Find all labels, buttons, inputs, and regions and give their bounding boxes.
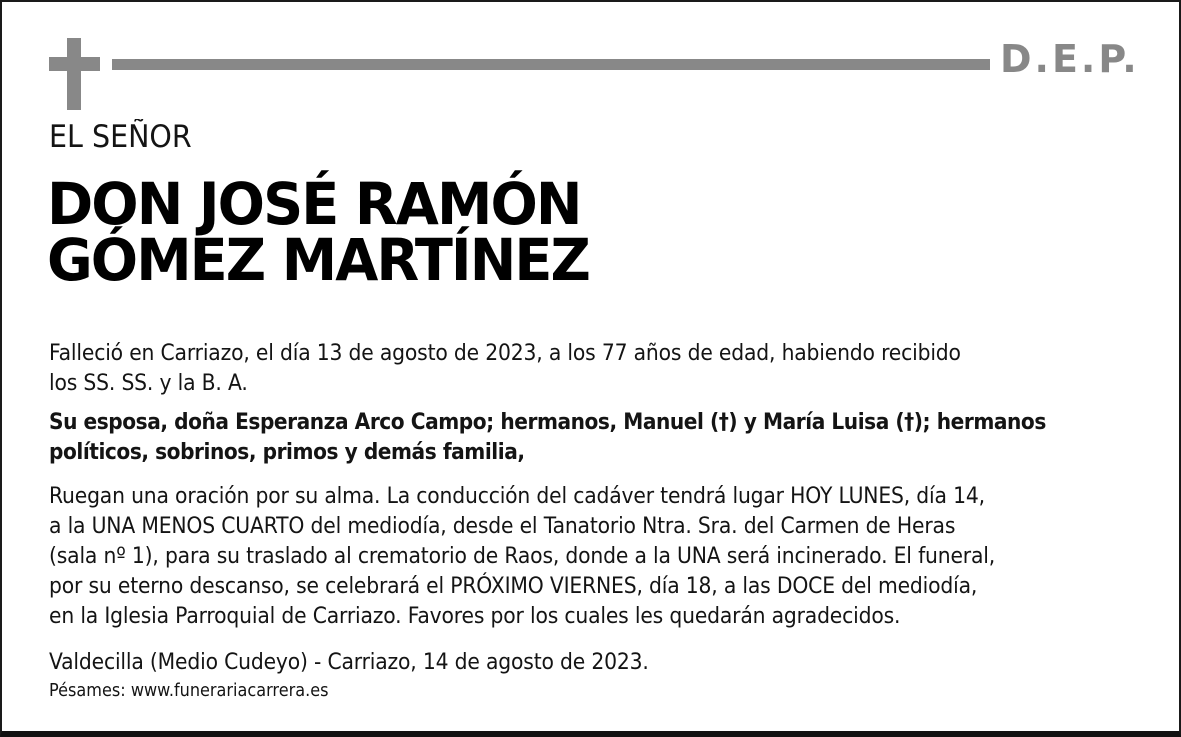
deceased-name-line-2: GÓMEZ MARTÍNEZ xyxy=(47,226,589,294)
text-line: políticos, sobrinos, primos y demás familia, xyxy=(49,439,525,465)
deceased-name-line-1: DON JOSÉ RAMÓN xyxy=(47,170,581,238)
text-line: por su eterno descanso, se celebrará el PRÓXIMO VIERNES, día 18, a las DOCE del mediodía, xyxy=(49,573,978,599)
cross-icon-bar xyxy=(49,57,100,71)
family-paragraph xyxy=(49,407,1129,467)
dep-label: D.E.P. xyxy=(1000,37,1140,81)
text-line: en la Iglesia Parroquial de Carriazo. Favores por los cuales les quedarán agradecidos. xyxy=(49,603,901,629)
text-line: (sala nº 1), para su traslado al crematorio de Raos, donde a la UNA será incinerado. El funeral, xyxy=(49,543,996,569)
cross-icon xyxy=(67,38,81,110)
text-line: Valdecilla (Medio Cudeyo) - Carriazo, 14 de agosto de 2023. xyxy=(49,649,649,675)
text-line: los SS. SS. y la B. A. xyxy=(49,370,248,396)
death-notice-paragraph xyxy=(49,338,1129,398)
header-rule xyxy=(112,59,990,70)
text-line: Su esposa, doña Esperanza Arco Campo; hermanos, Manuel (†) y María Luisa (†); hermanos xyxy=(49,409,1046,435)
place-date xyxy=(49,647,1129,677)
text-line: Falleció en Carriazo, el día 13 de agosto de 2023, a los 77 años de edad, habiendo recibido xyxy=(49,340,961,366)
funeral-details-paragraph xyxy=(49,481,1129,631)
text-line: a la UNA MENOS CUARTO del mediodía, desde el Tanatorio Ntra. Sra. del Carmen de Heras xyxy=(49,513,956,539)
condolences-link: Pésames: www.funerariacarrera.es xyxy=(49,681,329,701)
title-prefix: EL SEÑOR xyxy=(49,119,192,155)
text-line: Ruegan una oración por su alma. La conducción del cadáver tendrá lugar HOY LUNES, día 14, xyxy=(49,483,985,509)
